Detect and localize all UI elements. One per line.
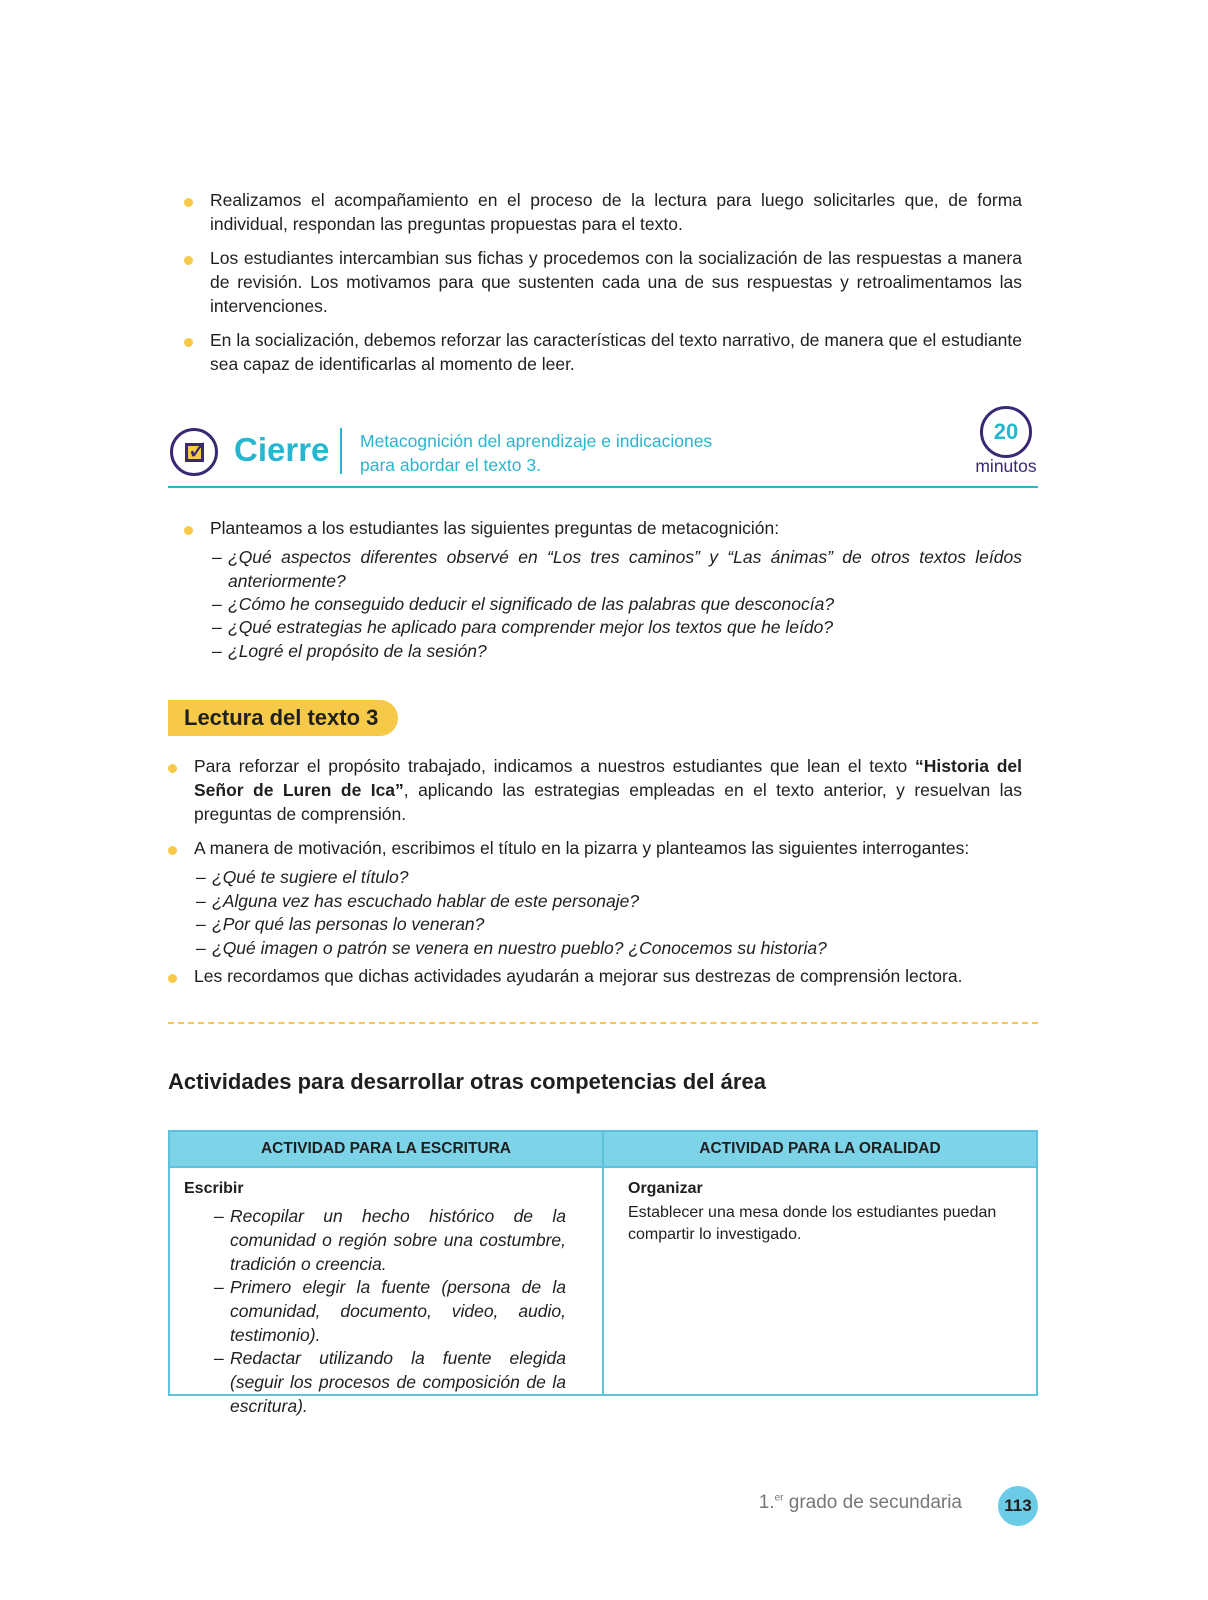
grade-label: 1.$^{er}$ grado de secundaria xyxy=(758,1492,962,1513)
list-item: – ¿Qué te sugiere el título? xyxy=(196,867,409,887)
table-cell-writing xyxy=(169,1167,603,1416)
dashed-divider xyxy=(168,1022,1038,1024)
list-item: – ¿Cómo he conseguido deducir el significado de las palabras que desconocía? xyxy=(212,594,835,614)
bullet-dot xyxy=(168,846,177,855)
description-line: para abordar el texto 3. xyxy=(360,455,541,475)
section-title: Cierre xyxy=(234,431,330,468)
paragraph: Para reforzar el propósito trabajado, indicamos a nuestros estudiantes que lean el texto “Historia del Señor de Luren de Ica”, aplicando las estrategias empleadas en el texto anterior, y resuelvan las preguntas de comprensión. xyxy=(194,756,1023,824)
cell-title: Organizar xyxy=(628,1180,703,1197)
description-line: Metacognición del aprendizaje e indicaciones xyxy=(360,431,713,451)
list-item: – Primero elegir la fuente (persona de la comunidad, documento, video, audio, testimonio). xyxy=(214,1277,566,1345)
activities-table xyxy=(168,1130,1038,1416)
paragraph: Realizamos el acompañamiento en el proceso de la lectura para luego solicitarles que, de forma individual, respondan las preguntas propuestas para el texto. xyxy=(210,190,1022,234)
list-item: – ¿Por qué las personas lo veneran? xyxy=(196,914,485,934)
bullet-dot xyxy=(184,338,193,347)
table-header-oral: ACTIVIDAD PARA LA ORALIDAD xyxy=(603,1131,1037,1167)
paragraph: Les recordamos que dichas actividades ayudarán a mejorar sus destrezas de comprensión lectora. xyxy=(194,966,963,986)
section-rule xyxy=(168,486,1038,488)
list-item: – ¿Qué imagen o patrón se venera en nuestro pueblo? ¿Conocemos su historia? xyxy=(196,938,827,958)
timer-value: 20 xyxy=(993,419,1019,444)
bullet-dot xyxy=(184,526,193,535)
list-item: – ¿Alguna vez has escuchado hablar de este personaje? xyxy=(196,891,640,911)
paragraph: Planteamos a los estudiantes las siguientes preguntas de metacognición: xyxy=(210,518,780,538)
table-header-writing: ACTIVIDAD PARA LA ESCRITURA xyxy=(169,1131,603,1167)
list-item: – ¿Qué estrategias he aplicado para comprender mejor los textos que he leído? xyxy=(212,617,834,637)
paragraph: En la socialización, debemos reforzar las características del texto narrativo, de manera que el estudiante sea capaz de identificarlas al momento de leer. xyxy=(210,330,1022,374)
section-description xyxy=(360,429,712,477)
paragraph: Los estudiantes intercambian sus fichas y procedemos con la socialización de las respuestas a manera de revisión. Los motivamos para que sustenten cada una de sus respuestas y retroalimentamos las intervenciones. xyxy=(210,248,1022,316)
timer-icon xyxy=(980,406,1032,458)
section-tag-label: Lectura del texto 3 xyxy=(184,705,379,730)
paragraph: A manera de motivación, escribimos el título en la pizarra y planteamos las siguientes interrogantes: xyxy=(194,838,970,858)
cell-title: Escribir xyxy=(184,1180,244,1197)
bullet-dot xyxy=(168,764,177,773)
checkbox-icon: ✓ xyxy=(170,428,218,476)
bullet-dot xyxy=(184,198,193,207)
timer-unit: minutos xyxy=(975,456,1037,476)
list-item: – Recopilar un hecho histórico de la comunidad o región sobre una costumbre, tradición o creencia. xyxy=(214,1206,566,1274)
cell-text: Establecer una mesa donde los estudiantes puedan compartir lo investigado. xyxy=(628,1204,997,1243)
table-cell-oral xyxy=(603,1167,1037,1395)
bullet-dot xyxy=(184,256,193,265)
list-item: – Redactar utilizando la fuente elegida (seguir los procesos de composición de la escritura). xyxy=(214,1348,566,1416)
divider xyxy=(340,428,342,474)
section-tag xyxy=(168,700,398,736)
section-heading: Actividades para desarrollar otras competencias del área xyxy=(168,1069,766,1094)
page-number: 113 xyxy=(998,1486,1038,1526)
list-item: – ¿Logré el propósito de la sesión? xyxy=(212,641,487,661)
list-item: – ¿Qué aspectos diferentes observé en “Los tres caminos” y “Las ánimas” de otros textos leídos anteriormente? xyxy=(212,547,1022,591)
bullet-dot xyxy=(168,974,177,983)
